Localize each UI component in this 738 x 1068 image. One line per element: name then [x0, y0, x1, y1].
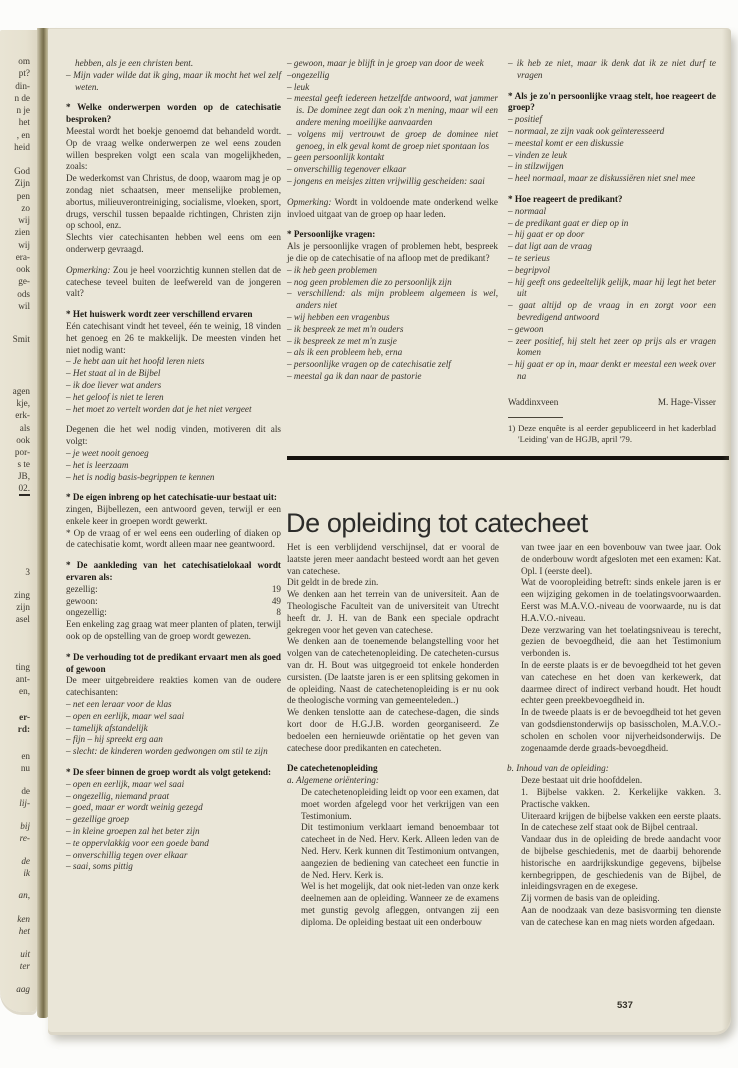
subsection-heading: b. Inhoud van de opleiding: — [507, 763, 609, 774]
list-item: – in kleine groepen zal het beter zijn — [66, 826, 200, 837]
list-item: – hij gaat er op in, maar denkt er meestal een week over na — [508, 359, 716, 381]
stat-value: 8 — [276, 607, 281, 618]
paragraph: Het is een verblijdend verschijnsel, dat er vooral de laatste jeren meer aandacht besteed wordt aan het geven van catechese. — [287, 542, 499, 576]
edge-text-fragment: wij — [18, 240, 30, 250]
list-item: – verschillend: als mijn probleem algemeen is wel, anders niet — [287, 288, 498, 311]
list-item: – gewoon — [508, 323, 544, 334]
remark-lead: Opmerking: — [66, 264, 111, 275]
edge-text-fragment: het — [18, 117, 30, 127]
edge-text-fragment: aag — [16, 984, 30, 994]
section-heading: * Welke onderwerpen worden op de catechisatie besproken? — [66, 102, 281, 125]
edge-text-fragment: zien — [14, 227, 30, 237]
list-item: – zeer positief, hij stelt het zeer op prijs als er vragen komen — [508, 335, 716, 358]
list-item: – slecht: de kinderen worden gedwongen om stil te zijn — [66, 746, 268, 757]
list-item: – net een leraar voor de klas — [66, 699, 172, 710]
list-item: – nog geen problemen die zo persoonlijk zijn — [287, 276, 452, 287]
indented-paragraph: Aan de noodzaak van deze basisvorming ten dienste van de catechese kan en mag niets worden afgedaan. — [521, 904, 721, 927]
list-item: – ik bespreek ze met m'n zusje — [287, 335, 397, 346]
list-item: – te serieus — [508, 252, 550, 263]
stat-label: ongezellig: — [66, 607, 107, 618]
edge-text-fragment: asel — [15, 614, 30, 624]
edge-text-fragment: om — [18, 56, 30, 66]
list-item: – normaal, ze zijn vaak ook geïnteresseerd — [508, 125, 665, 136]
indented-paragraph: Wel is het mogelijk, dat ook niet-leden van onze kerk deelnemen aan de opleiding. Wanneer ze de examens met gunstig gevolg afleggen, ontvangen zij een diploma. De opleiding bestaat uit een onderbouw — [301, 881, 499, 927]
indented-paragraph: Zij vormen de basis van de opleiding. — [521, 893, 660, 904]
list-item: – het is leerzaam — [66, 459, 129, 470]
paragraph: Degenen die het wel nodig vinden, motiveren dit als volgt: — [66, 424, 281, 447]
edge-text-fragment: kje, — [16, 398, 30, 408]
list-item: – geen persoonlijk kontakt — [287, 152, 385, 163]
byline-place: Waddinxveen — [508, 396, 559, 407]
remark-lead: Opmerking: — [287, 196, 332, 207]
indented-paragraph: Uiteraard krijgen de bijbelse vakken een eerste plaats. In de catechese zelf staat ook de Bijbel centraal. — [521, 810, 721, 833]
edge-text-fragment: Zijn — [14, 178, 30, 188]
article-column-2 — [507, 542, 721, 929]
list-item: – Het staat al in de Bijbel — [66, 368, 161, 379]
indented-paragraph: van twee jaar en een bovenbouw van twee jaar. Ook de onderbouw wordt afgesloten met een examen: Kat. Opl. I (eerste deel). — [521, 542, 721, 576]
indented-paragraph: Dit testimonium verklaart iemand benoembaar tot catecheet in de Ned. Herv. Kerk. Alleen leden van de Ned. Herv. Kerk kunnen dit Testimonium ontvangen, aangezien de bediening van catecheet een functie in de Ned. Herv. Kerk is. — [301, 822, 499, 880]
section-heading: * De verhouding tot de predikant ervaart men als goed of gewoon — [66, 651, 281, 674]
indented-paragraph: Vandaar dus in de opleiding de brede aandacht voor de bijbelse geschiedenis, met de daarbij behorende historische en aardrijkskundige gegevens, bijbelse kernbegrippen, de geschiedenis van de Bijbel, de inleidingsvragen en de exegese. — [521, 834, 721, 892]
edge-text-fragment: din- — [15, 81, 30, 91]
list-item: – je weet nooit genoeg — [66, 447, 149, 458]
list-item: – gaat altijd op de vraag in en zorgt voor een bevredigend antwoord — [508, 300, 716, 322]
list-item: – gewoon, maar je blijft in je groep van door de week — [287, 58, 484, 68]
edge-text-fragment: ter — [19, 961, 30, 971]
list-item: – tamelijk afstandelijk — [66, 722, 148, 733]
list-item: – jongens en meisjes zitten vrijwillig gescheiden: saai — [287, 175, 485, 186]
paragraph: Eén catechisant vindt het teveel, één te weinig, 18 vinden het genoeg en 26 te makkelijk. De meesten vinden het niet nodig want: — [66, 320, 281, 355]
stat-row — [66, 584, 281, 596]
indented-paragraph: De catechetenopleiding leidt op voor een examen, dat moet worden afgelegd voor het verkrijgen van een Testimonium. — [301, 786, 499, 821]
edge-text-fragment: de — [21, 786, 30, 796]
edge-text-fragment: uit — [20, 949, 30, 959]
edge-text-fragment: en — [21, 751, 30, 761]
paragraph: Slechts vier catechisanten hebben wel eens om een onderwerp gevraagd. — [66, 232, 281, 254]
list-item: – normaal — [508, 205, 547, 216]
list-item: – open en eerlijk, maar wel saai — [66, 710, 185, 721]
edge-text-fragment: zo — [21, 203, 30, 213]
edge-text-fragment: en, — [19, 686, 30, 696]
list-item: – heel normaal, maar ze diskussiëren niet snel mee — [508, 173, 696, 184]
list-item: – het is nodig basis-begrippen te kennen — [66, 471, 215, 482]
list-item: – als ik een probleem heb, erna — [287, 347, 403, 358]
edge-text-fragment: pt? — [18, 68, 30, 78]
edge-text-fragment: heid — [14, 142, 30, 152]
paragraph: * Op de vraag of er wel eens een ouderling of diaken op de catechisatie komt, wordt alleen maar nee geantwoord. — [66, 527, 281, 550]
edge-text-fragment: n je — [16, 105, 30, 115]
remark-text: Wordt in voldoende mate onderkend welke invloed uitgaat van de groep op haar leden. — [287, 196, 498, 219]
list-item: – goed, maar er wordt weinig gezegd — [66, 802, 203, 813]
list-item: – onverschillig tegenover elkaar — [287, 164, 407, 175]
edge-text-fragment: lij- — [19, 798, 30, 808]
edge-text-fragment: zing — [14, 590, 30, 600]
edge-text-fragment: ik — [23, 868, 30, 878]
section-heading: * Als je zo'n persoonlijke vraag stelt, hoe reageert de groep? — [508, 90, 716, 113]
edge-text-fragment: er- — [19, 712, 30, 722]
list-item: – begripvol — [508, 264, 551, 275]
list-item: – open en eerlijk, maar wel saai — [66, 778, 185, 789]
list-item: – gezellige groep — [66, 814, 129, 825]
edge-text-fragment: 3 — [25, 567, 30, 577]
indented-paragraph: Deze bestaat uit drie hoofddelen. — [521, 775, 643, 786]
list-item: – meestal komt er een diskussie — [508, 137, 624, 148]
paragraph: We denken aan de toenemende belangstelling voor het volgen van de catechetenopleiding. De catecheten-cursus van dr. H. Bout was uitgegroeid tot enkele honderden cursisten. (De laatste jaren is er een splitsing gekomen in de opleiding. Naast de catechetenopleiding is er nu ook de theologische vorming van gemeenteleden..) — [287, 636, 499, 706]
section-heading: * De sfeer binnen de groep wordt als volgt getekend: — [66, 767, 272, 778]
edge-text-fragment: ting — [15, 662, 30, 672]
list-item-continued: hebben, als je een christen bent. — [75, 58, 194, 68]
list-item: – saai, soms pittig — [66, 861, 133, 872]
list-item: – leuk — [287, 81, 310, 92]
paragraph: We denken tenslotte aan de catechese-dagen, die sinds kort door de H.G.J.B. worden georganiseerd. Ze bedoelen een hernieuwde oriëntatie op het geven van catechese door predikanten en catecheten. — [287, 707, 499, 753]
remark-paragraph — [66, 265, 281, 300]
edge-text-fragment: ook — [16, 264, 30, 274]
list-item: – Je hebt aan uit het hoofd leren niets — [66, 356, 205, 367]
survey-column-1 — [66, 58, 281, 873]
edge-text-fragment: nu — [20, 763, 30, 773]
edge-text-fragment: ods — [17, 289, 30, 299]
list-item: – hij geeft ons gedeeltelijk gelijk, maar hij legt het beter uit — [508, 276, 716, 299]
edge-text-fragment: pen — [16, 191, 30, 201]
edge-text-fragment: re- — [19, 833, 30, 843]
list-item: – het geloof is niet te leren — [66, 391, 164, 402]
edge-text-fragment: , en — [16, 130, 30, 140]
edge-text-fragment: s te — [17, 459, 30, 469]
list-item: – fijn – hij spreekt erg aan — [66, 734, 163, 745]
paragraph: Meestal wordt het boekje genoemd dat behandeld wordt. Op de vraag welke onderwerpen ze wel eens zouden willen bespreken volgt een scala van mogelijkheden, zoals: — [66, 125, 281, 172]
edge-text-fragment: ge- — [18, 276, 30, 286]
edge-text-fragment: rd: — [17, 724, 30, 734]
list-item: – volgens mij vertrouwt de groep de dominee niet genoeg, in elk geval komt de groep niet spontaan los — [287, 128, 498, 151]
section-heading: De catechetenopleiding — [287, 763, 378, 774]
list-item: – het moet zo vertelt worden dat je het niet vergeet — [66, 403, 252, 414]
stat-row — [66, 596, 281, 608]
remark-text: Zou je heel voorzichtig kunnen stellen dat de catechese teveel buiten de leefwereld van de jongeren valt? — [66, 264, 281, 299]
stat-label: gezellig: — [66, 583, 98, 594]
paragraph: De meer uitgebreidere reakties komen van de oudere catechisanten: — [66, 675, 281, 698]
stat-value: 19 — [271, 583, 281, 594]
edge-text-fragment: de — [21, 856, 30, 866]
section-heading: * De aankleding van het catechisatielokaal wordt ervaren als: — [66, 560, 281, 583]
footnote-rule — [508, 417, 563, 418]
edge-text-fragment: het — [18, 926, 30, 936]
list-item: – ik heb ze niet, maar ik denk dat ik ze niet durf te vragen — [508, 58, 716, 80]
list-item: – positief — [508, 114, 542, 125]
edge-text-fragment: ant- — [15, 674, 30, 684]
list-item: – meestal ga ik dan naar de pastorie — [287, 370, 422, 381]
list-item: – onverschillig tegen over elkaar — [66, 849, 188, 860]
edge-text-fragment: zijn — [16, 602, 30, 612]
indented-paragraph: In de tweede plaats is er de bevoegdheid tot het geven van godsdienstonderwijs op basisscholen, M.A.V.O.-scholen en scholen voor nijverheidsonderwijs. De zogenaamde derde graads-bevoegdheid. — [521, 707, 721, 753]
section-heading: * Het huiswerk wordt zeer verschillend ervaren — [66, 309, 253, 320]
section-divider-rule — [287, 456, 729, 460]
survey-column-3 — [508, 58, 716, 445]
edge-text-fragment: n de — [14, 93, 30, 103]
edge-text-fragment: 02. — [19, 483, 30, 496]
paragraph: De wederkomst van Christus, de doop, waarom mag je op zondag niet schaatsen, meer menselijke problemen, abortus, milieuverontreiniging, socialisme, vloeken, sport, drugs, verschil tussen bepaalde richtingen, Christen zijn op school, enz. — [66, 173, 281, 231]
list-item: – in stilzwijgen — [508, 161, 564, 172]
article-column-1 — [287, 542, 499, 929]
edge-text-fragment: ook — [16, 435, 30, 445]
list-item: – ongezellig, niemand praat — [66, 790, 170, 801]
section-heading: * De eigen inbreng op het catechisatie-uur bestaat uit: — [66, 492, 277, 503]
list-item: – meestal geeft iedereen hetzelfde antwoord, wat jammer is. De dominee zegt dan ook z'n mening, maar wil een andere mening moeilijke aanvaarden — [287, 93, 498, 127]
edge-text-fragment: als — [19, 423, 30, 433]
section-heading: * Hoe reageert de predikant? — [508, 193, 623, 204]
indented-paragraph: 1. Bijbelse vakken. 2. Kerkelijke vakken. 3. Practische vakken. — [521, 786, 721, 809]
survey-column-2 — [287, 58, 498, 383]
edge-text-fragment: an, — [18, 890, 30, 900]
paragraph: Als je persoonlijke vragen of problemen hebt, bespreek je die op de catechisatie of na afloop met de predikant? — [287, 241, 498, 263]
edge-text-fragment: God — [14, 166, 30, 176]
indented-paragraph: Wat de vooropleiding betreft: sinds enkele jaren is er een wijziging gekomen in de toelatingsvoorwaarden. Eerst was M.A.V.O.-niveau de voorwaarde, nu is dat H.A.V.O.-niveau. — [521, 577, 721, 623]
edge-text-fragment: wij — [18, 215, 30, 225]
paragraph: Dit geldt in de brede zin. — [287, 577, 379, 588]
list-item: – ik heb geen problemen — [287, 264, 377, 275]
edge-text-fragment: agen — [12, 386, 30, 396]
subsection-heading: a. Algemene oriëntering: — [287, 775, 379, 786]
paragraph: Een enkeling zag graag wat meer planten of platen, terwijl ook op de opstelling van de groep wordt gewezen. — [66, 619, 281, 642]
list-item: – hij gaat er op door — [508, 229, 585, 240]
list-item: – ik bespreek ze met m'n ouders — [287, 323, 404, 334]
paragraph: zingen, Bijbellezen, een antwoord geven, terwijl er een enkele keer in groepen wordt gewerkt. — [66, 504, 281, 526]
list-item: – wij hebben een vragenbus — [287, 311, 390, 322]
facing-page-edge — [0, 30, 37, 1012]
paragraph: We denken aan het terrein van de universiteit. Aan de Theologische Faculteit van de universiteit van Utrecht heeft dr. J. H. van de Bank een speciale opdracht gekregen voor het geven van catechese. — [287, 589, 499, 635]
byline-author: M. Hage-Visser — [657, 396, 716, 407]
list-item: – ik doe liever wat anders — [66, 379, 162, 390]
article-title: De opleiding tot catecheet — [286, 508, 588, 538]
edge-text-fragment: wil — [18, 301, 30, 311]
stat-label: gewoon: — [66, 595, 98, 606]
edge-text-fragment: JB, — [17, 471, 30, 481]
list-item: – vinden ze leuk — [508, 149, 567, 160]
edge-text-fragment: Smit — [12, 334, 30, 344]
list-item: –ongezellig — [287, 69, 330, 80]
indented-paragraph: In de eerste plaats is er de bevoegdheid tot het geven van catechese en het doen van kerkewerk, dat daarmee direct of indirect verband houdt. Het houdt echter geen preekbevoegdheid in. — [521, 659, 721, 706]
indented-paragraph: Deze verzwaring van het toelatingsniveau is terecht, gezien de bevoegdheid, die aan het Testimonium verbonden is. — [521, 624, 721, 659]
stat-row — [66, 607, 281, 619]
magazine-page — [48, 28, 731, 1032]
list-item: – persoonlijke vragen op de catechisatie zelf — [287, 359, 451, 370]
remark-paragraph — [287, 197, 498, 221]
list-item: – de predikant gaat er diep op in — [508, 217, 629, 228]
edge-text-fragment: por- — [14, 447, 30, 457]
edge-text-fragment: ken — [17, 914, 30, 924]
list-item: – dat ligt aan de vraag — [508, 241, 592, 252]
edge-text-fragment: era- — [15, 252, 30, 262]
page-number: 537 — [617, 1000, 633, 1011]
footnote: 1) Deze enquête is al eerder gepubliceerd in het kaderblad 'Leiding' van de HGJB, april '79. — [508, 422, 716, 444]
byline — [508, 397, 716, 409]
section-heading: * Persoonlijke vragen: — [287, 229, 376, 240]
list-item: – Mijn vader wilde dat ik ging, maar ik mocht het wel zelf weten. — [66, 69, 281, 92]
stat-value: 49 — [271, 595, 281, 606]
list-item: – te oppervlakkig voor een goede band — [66, 837, 209, 848]
edge-text-fragment: erk- — [15, 410, 30, 420]
edge-text-fragment: bij — [20, 821, 30, 831]
